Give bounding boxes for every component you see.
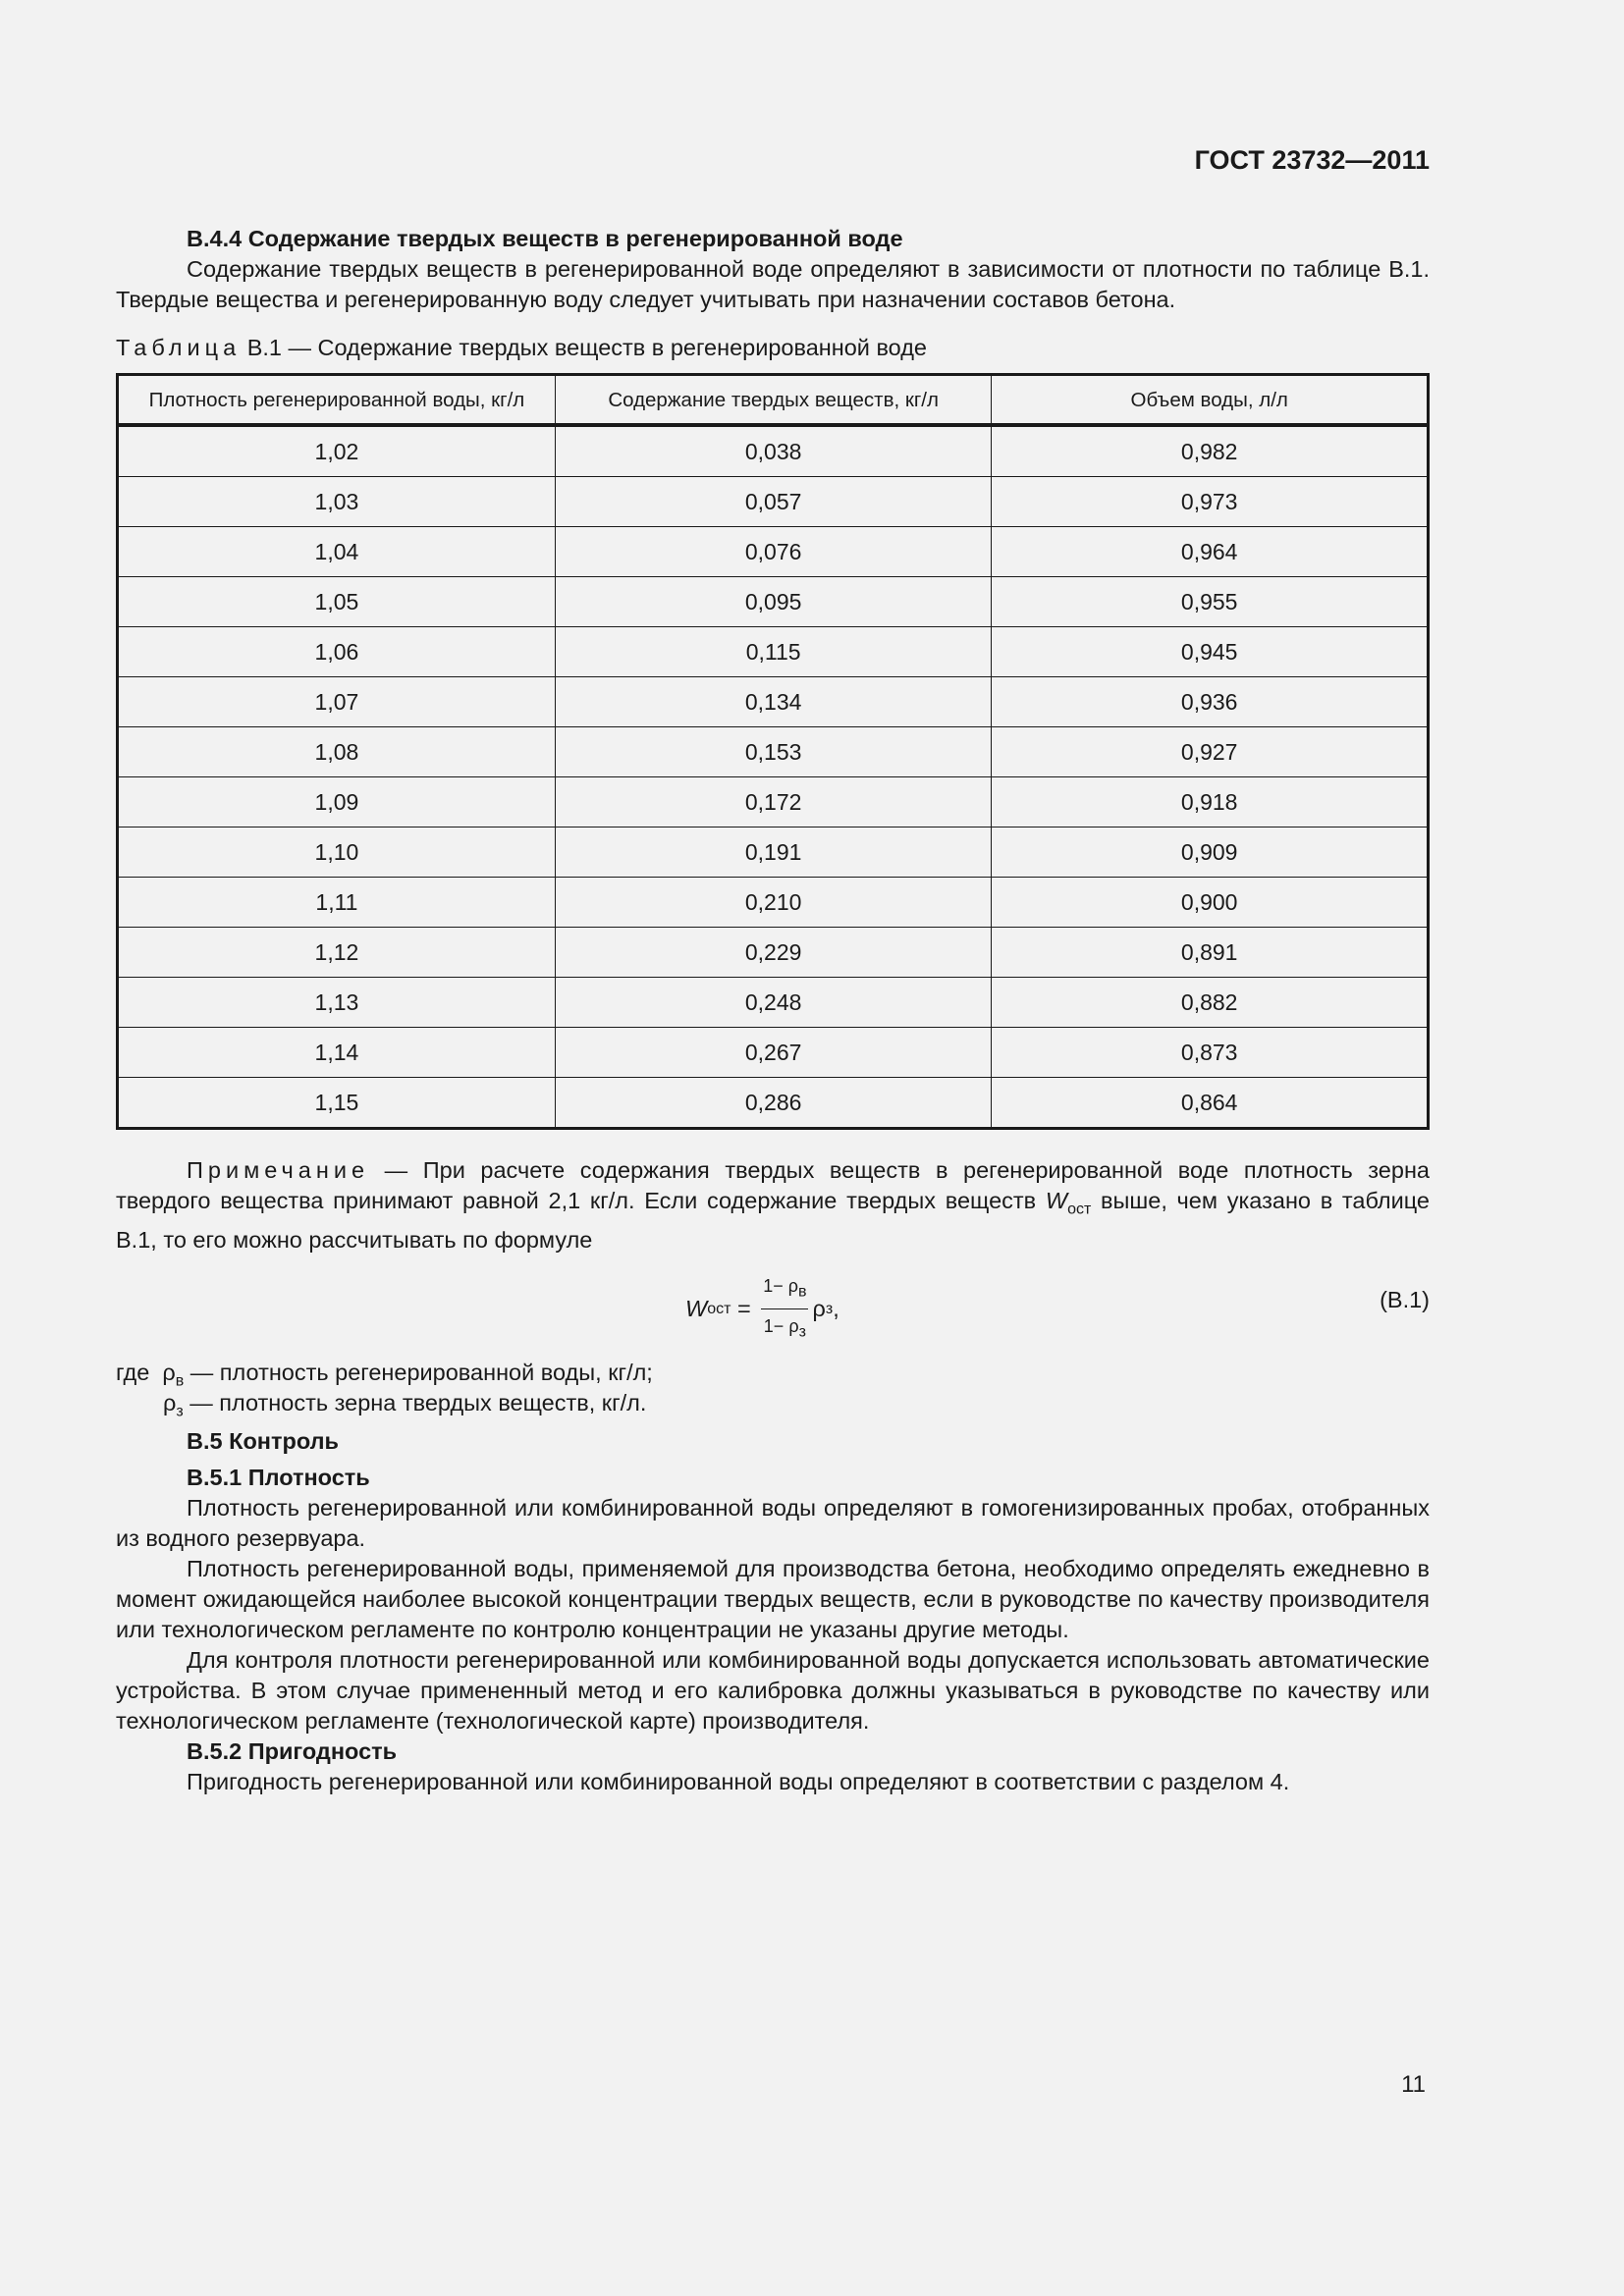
table-note bbox=[116, 1155, 1430, 1255]
document-header: ГОСТ 23732—2011 bbox=[1194, 145, 1430, 175]
cell-water-volume: 0,864 bbox=[992, 1078, 1429, 1129]
cell-density: 1,02 bbox=[118, 425, 556, 477]
definition-rho-z bbox=[116, 1388, 1430, 1418]
formula-definitions bbox=[116, 1358, 1430, 1418]
numerator-sub: в bbox=[797, 1283, 807, 1301]
cell-solids: 0,267 bbox=[555, 1028, 992, 1078]
cell-solids: 0,057 bbox=[555, 477, 992, 527]
cell-water-volume: 0,982 bbox=[992, 425, 1429, 477]
note-text-2: выше, чем указано в таблице В.1, то его можно рассчитывать по формуле bbox=[116, 1188, 1430, 1253]
cell-water-volume: 0,936 bbox=[992, 677, 1429, 727]
table-row bbox=[118, 978, 1429, 1028]
def2-symbol: ρ bbox=[163, 1389, 177, 1415]
table-row bbox=[118, 1078, 1429, 1129]
table-row bbox=[118, 928, 1429, 978]
table-caption-word: Таблица bbox=[116, 335, 242, 360]
formula-rhs: ρ bbox=[812, 1296, 826, 1322]
section-title-b5: В.5 Контроль bbox=[187, 1427, 339, 1454]
table-row bbox=[118, 1028, 1429, 1078]
formula-tail: , bbox=[833, 1296, 839, 1322]
formula-b1 bbox=[116, 1267, 1430, 1352]
paragraph-b51-3: Для контроля плотности регенерированной или комбинированной воды допускается использовать автоматические устройства. В этом случае примененный метод и его калибровка должны указываться в руководстве по качеству или технологическом регламенте (технологической карте) производителя. bbox=[116, 1646, 1430, 1734]
denominator-sub: з bbox=[798, 1323, 806, 1341]
formula-numerator bbox=[761, 1271, 808, 1310]
table-caption bbox=[116, 333, 1430, 363]
paragraph-b44: Содержание твердых веществ в регенерированной воде определяют в зависимости от плотности по таблице В.1. Твердые вещества и регенерированную воду следует учитывать при назначении составов бетона. bbox=[116, 256, 1430, 312]
solids-table bbox=[116, 373, 1430, 1130]
cell-density: 1,12 bbox=[118, 928, 556, 978]
table-row bbox=[118, 425, 1429, 477]
formula-fraction bbox=[761, 1271, 808, 1348]
formula-lhs: W bbox=[685, 1296, 708, 1322]
table-row bbox=[118, 477, 1429, 527]
cell-density: 1,11 bbox=[118, 878, 556, 928]
note-label: Примечание bbox=[187, 1157, 370, 1183]
formula-rhs-sub: з bbox=[825, 1301, 834, 1318]
formula-expression bbox=[685, 1271, 839, 1348]
table-row bbox=[118, 577, 1429, 627]
cell-density: 1,05 bbox=[118, 577, 556, 627]
cell-water-volume: 0,900 bbox=[992, 878, 1429, 928]
cell-solids: 0,095 bbox=[555, 577, 992, 627]
page-number: 11 bbox=[1401, 2071, 1426, 2098]
cell-solids: 0,134 bbox=[555, 677, 992, 727]
cell-solids: 0,153 bbox=[555, 727, 992, 777]
cell-solids: 0,286 bbox=[555, 1078, 992, 1129]
paragraph-b51-2: Плотность регенерированной воды, применяемой для производства бетона, необходимо определять ежедневно в момент ожидающейся наиболее высокой концентрации твердых веществ, если в руководстве по качеству производителя или технологическом регламенте по контролю концентрации не указаны другие методы. bbox=[116, 1555, 1430, 1642]
note-var-w-sub: ост bbox=[1067, 1201, 1092, 1218]
def1-text: — плотность регенерированной воды, кг/л; bbox=[184, 1359, 653, 1385]
header-solids: Содержание твердых веществ, кг/л bbox=[555, 375, 992, 426]
cell-solids: 0,229 bbox=[555, 928, 992, 978]
cell-solids: 0,248 bbox=[555, 978, 992, 1028]
def2-text: — плотность зерна твердых веществ, кг/л. bbox=[183, 1389, 647, 1415]
header-water-volume: Объем воды, л/л bbox=[992, 375, 1429, 426]
formula-eq: = bbox=[731, 1296, 758, 1322]
cell-density: 1,10 bbox=[118, 828, 556, 878]
def1-symbol: ρ bbox=[162, 1359, 176, 1385]
numerator-text: 1− ρ bbox=[763, 1275, 798, 1296]
table-row bbox=[118, 878, 1429, 928]
formula-number: (В.1) bbox=[1380, 1286, 1430, 1312]
paragraph-b52-1: Пригодность регенерированной или комбинированной воды определяют в соответствии с разделом 4. bbox=[187, 1768, 1290, 1794]
cell-solids: 0,172 bbox=[555, 777, 992, 828]
def2-sub: з bbox=[176, 1403, 184, 1420]
table-header-row bbox=[118, 375, 1429, 426]
table-body bbox=[118, 425, 1429, 1129]
cell-density: 1,04 bbox=[118, 527, 556, 577]
cell-water-volume: 0,873 bbox=[992, 1028, 1429, 1078]
page-content bbox=[116, 224, 1430, 1797]
formula-lhs-sub: ост bbox=[707, 1301, 731, 1318]
table-row bbox=[118, 777, 1429, 828]
cell-density: 1,14 bbox=[118, 1028, 556, 1078]
cell-density: 1,06 bbox=[118, 627, 556, 677]
cell-density: 1,13 bbox=[118, 978, 556, 1028]
cell-density: 1,08 bbox=[118, 727, 556, 777]
cell-water-volume: 0,882 bbox=[992, 978, 1429, 1028]
cell-water-volume: 0,945 bbox=[992, 627, 1429, 677]
cell-density: 1,07 bbox=[118, 677, 556, 727]
cell-solids: 0,038 bbox=[555, 425, 992, 477]
cell-density: 1,03 bbox=[118, 477, 556, 527]
definition-rho-v bbox=[116, 1358, 1430, 1388]
section-title-b52: В.5.2 Пригодность bbox=[187, 1737, 398, 1764]
section-title-b51: В.5.1 Плотность bbox=[187, 1464, 370, 1490]
cell-water-volume: 0,891 bbox=[992, 928, 1429, 978]
formula-denominator bbox=[762, 1309, 808, 1348]
cell-water-volume: 0,909 bbox=[992, 828, 1429, 878]
denominator-text: 1− ρ bbox=[763, 1316, 799, 1337]
def1-sub: в bbox=[175, 1372, 185, 1390]
table-row bbox=[118, 828, 1429, 878]
cell-solids: 0,115 bbox=[555, 627, 992, 677]
cell-density: 1,15 bbox=[118, 1078, 556, 1129]
cell-water-volume: 0,955 bbox=[992, 577, 1429, 627]
cell-water-volume: 0,973 bbox=[992, 477, 1429, 527]
note-text-1: — При расчете содержания твердых веществ в регенерированной воде плотность зерна твердого вещества принимают равной 2,1 кг/л. Если содержание твердых веществ bbox=[116, 1157, 1430, 1213]
header-density: Плотность регенерированной воды, кг/л bbox=[118, 375, 556, 426]
cell-water-volume: 0,964 bbox=[992, 527, 1429, 577]
table-caption-text: В.1 — Содержание твердых веществ в регенерированной воде bbox=[246, 335, 927, 360]
table-row bbox=[118, 727, 1429, 777]
note-var-w: W bbox=[1045, 1188, 1068, 1213]
cell-water-volume: 0,918 bbox=[992, 777, 1429, 828]
cell-water-volume: 0,927 bbox=[992, 727, 1429, 777]
section-title-b44: В.4.4 Содержание твердых веществ в регенерированной воде bbox=[187, 226, 903, 251]
where-word: где bbox=[116, 1359, 150, 1385]
table-row bbox=[118, 527, 1429, 577]
table-row bbox=[118, 677, 1429, 727]
table-row bbox=[118, 627, 1429, 677]
cell-solids: 0,191 bbox=[555, 828, 992, 878]
paragraph-b51-1: Плотность регенерированной или комбинированной воды определяют в гомогенизированных пробах, отобранных из водного резервуара. bbox=[116, 1494, 1430, 1551]
cell-solids: 0,210 bbox=[555, 878, 992, 928]
cell-density: 1,09 bbox=[118, 777, 556, 828]
cell-solids: 0,076 bbox=[555, 527, 992, 577]
